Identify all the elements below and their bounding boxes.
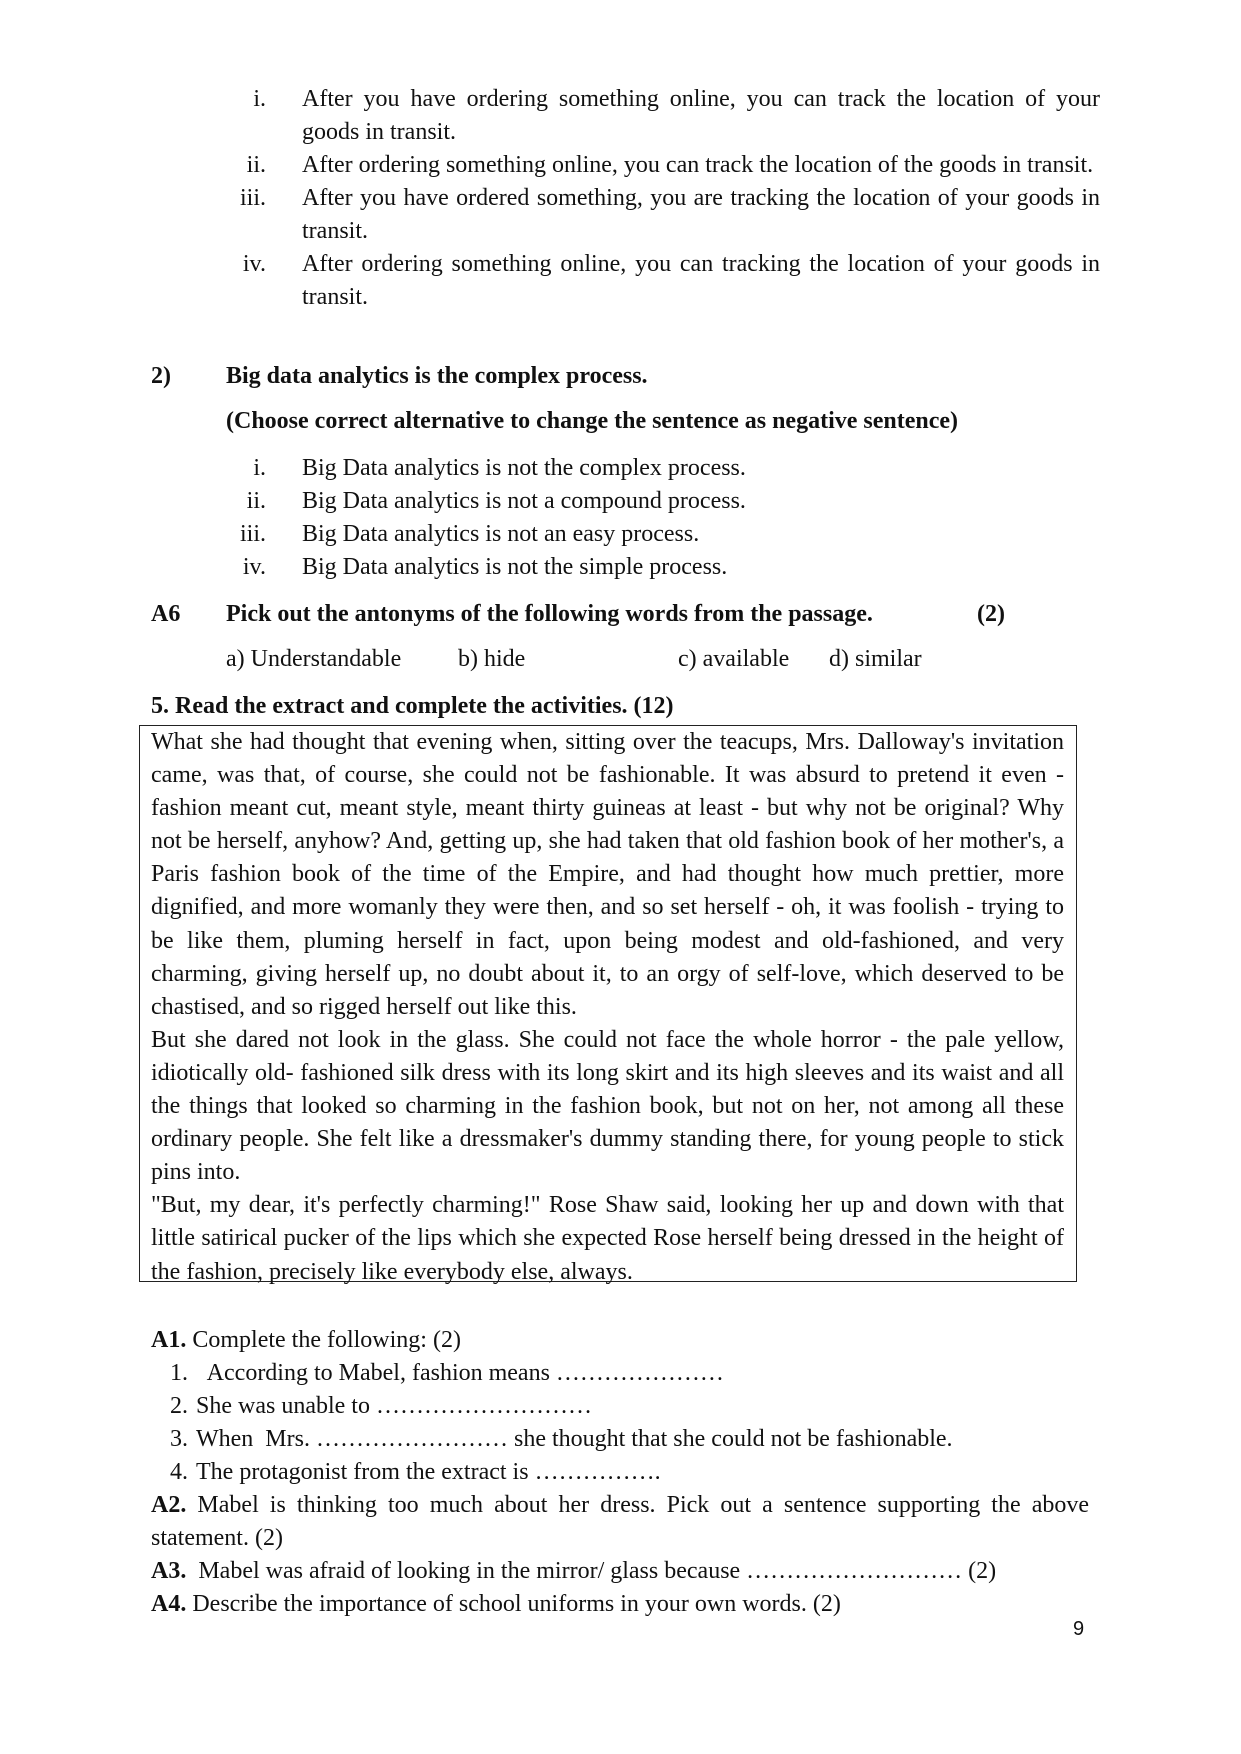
a3-label: A3. — [151, 1558, 187, 1584]
a6-word: a) Understandable — [226, 646, 402, 672]
a1-text: Complete the following: (2) — [186, 1327, 461, 1353]
a4-label: A4. — [151, 1591, 187, 1617]
a1-items-list — [170, 1357, 953, 1489]
option-number: iii. — [239, 521, 266, 547]
extract-passage-box — [139, 725, 1077, 1285]
option-number: iii. — [239, 185, 266, 211]
q2-options-list — [200, 452, 1100, 584]
a6-label: A6 — [151, 601, 181, 627]
item-number: 3. — [170, 1426, 188, 1452]
option-number: iv. — [242, 251, 266, 277]
option-text: After you have ordering something online, you can track the location of your goods in transit. — [302, 86, 1100, 145]
a3-question — [151, 1555, 996, 1588]
a4-question — [151, 1588, 841, 1621]
option-text: Big Data analytics is not an easy process. — [302, 521, 700, 547]
a1-item — [170, 1456, 953, 1489]
item-text: She was unable to ……………………… — [196, 1393, 592, 1419]
option-number: ii. — [246, 152, 266, 178]
passage-paragraph: But she dared not look in the glass. She could not face the whole horror - the pale yellow, idiotically old- fashioned silk dress with its long skirt and its high sleeves and its waist and all the things that looked so charming in the fashion book, but not on her, not among all these ordinary people. She felt like a dressmaker's dummy standing there, for young people to stick pins into. — [151, 1026, 1064, 1186]
a1-item — [170, 1357, 953, 1390]
a6-word: c) available — [678, 646, 790, 672]
option-text: Big Data analytics is not the complex process. — [302, 455, 746, 481]
option-text: After ordering something online, you can tracking the location of your goods in transit. — [302, 251, 1100, 310]
option-text: After you have ordered something, you are tracking the location of your goods in transit. — [302, 185, 1100, 244]
a1-item — [170, 1390, 953, 1423]
passage-paragraph: What she had thought that evening when, sitting over the teacups, Mrs. Dalloway's invitation came, was that, of course, she could not be fashionable. It was absurd to pretend it even - fashion meant cut, meant style, meant thirty guineas at least - but why not be original? Why not be herself, anyhow? And, getting up, she had taken that old fashion book of her mother's, a Paris fashion book of the time of the Empire, and had thought how much prettier, more dignified, and more womanly they were then, and so set herself - oh, it was foolish - trying to be like them, pluming herself in fact, upon being modest and old-fashioned, and very charming, giving herself up, no doubt about it, to an orgy of self-love, which deserved to be chastised, and so rigged herself out like this. — [151, 729, 1064, 1020]
a4-text: Describe the importance of school uniforms in your own words. (2) — [186, 1591, 841, 1617]
a1-item — [170, 1423, 953, 1456]
q2-instruction: (Choose correct alternative to change the sentence as negative sentence) — [226, 408, 959, 434]
item-text: The protagonist from the extract is ……………. — [196, 1459, 661, 1485]
a2-question — [151, 1489, 1089, 1555]
option-number: i. — [253, 455, 266, 481]
item-number: 2. — [170, 1393, 188, 1419]
a1-question — [151, 1324, 461, 1357]
option-text: After ordering something online, you can track the location of the goods in transit. — [302, 152, 1094, 178]
q1-option — [200, 83, 1100, 149]
a6-marks: (2) — [977, 601, 1005, 627]
q2-number: 2) — [151, 363, 171, 389]
q1-option — [200, 149, 1100, 182]
a6-question: Pick out the antonyms of the following words from the passage. — [226, 601, 873, 627]
q2-sentence: Big data analytics is the complex process. — [226, 363, 648, 389]
section5-heading: 5. Read the extract and complete the activities. (12) — [151, 693, 674, 719]
option-text: Big Data analytics is not the simple process. — [302, 554, 728, 580]
option-number: ii. — [246, 488, 266, 514]
page-number: 9 — [1073, 1618, 1085, 1640]
q2-option — [200, 452, 1100, 485]
passage-paragraph: "But, my dear, it's perfectly charming!" Rose Shaw said, looking her up and down with that little satirical pucker of the lips which she expected Rose herself being dressed in the height of the fashion, precisely like everybody else, always. — [151, 1192, 1064, 1285]
a2-text: Mabel is thinking too much about her dress. Pick out a sentence supporting the above statement. (2) — [151, 1492, 1089, 1551]
q1-option — [200, 248, 1100, 314]
option-number: i. — [253, 86, 266, 112]
q2-option — [200, 518, 1100, 551]
a6-word: d) similar — [829, 646, 922, 672]
q2-option — [200, 485, 1100, 518]
a3-text: Mabel was afraid of looking in the mirror/ glass because ……………………… (2) — [186, 1558, 997, 1584]
item-text: According to Mabel, fashion means ………………… — [196, 1360, 724, 1386]
q1-option — [200, 182, 1100, 248]
q2-option — [200, 551, 1100, 584]
q1-options-list — [200, 83, 1100, 314]
option-text: Big Data analytics is not a compound process. — [302, 488, 746, 514]
item-number: 4. — [170, 1459, 188, 1485]
item-text: When Mrs. …………………… she thought that she could not be fashionable. — [196, 1426, 953, 1452]
option-number: iv. — [242, 554, 266, 580]
a6-word: b) hide — [458, 646, 526, 672]
a2-label: A2. — [151, 1492, 187, 1518]
a1-label: A1. — [151, 1327, 187, 1353]
item-number: 1. — [170, 1360, 188, 1386]
